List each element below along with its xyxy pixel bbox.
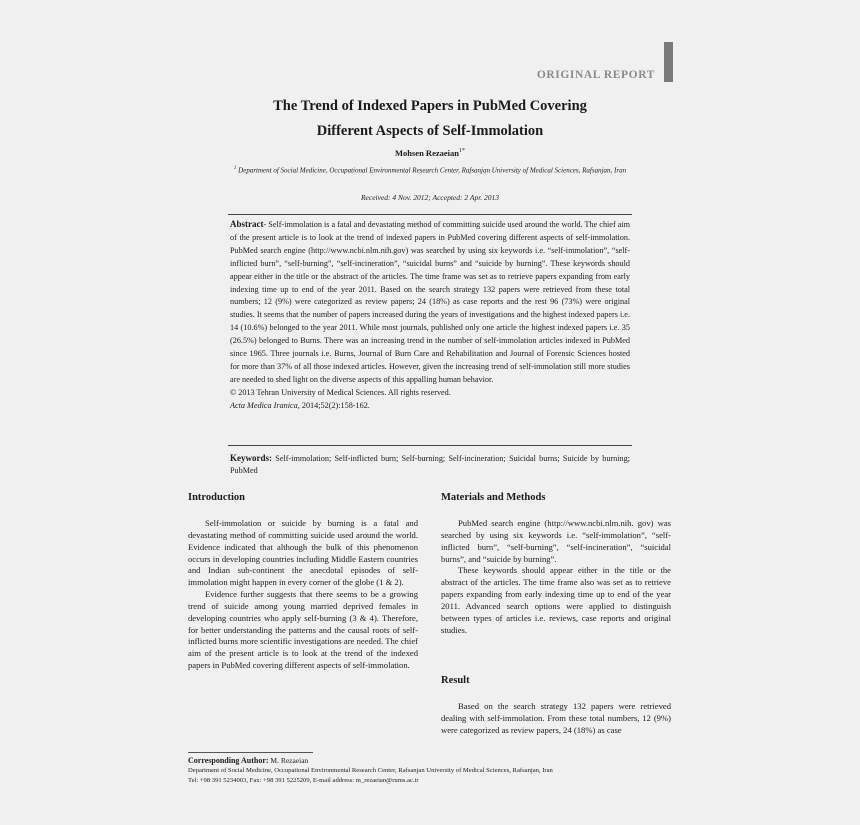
abstract-top-rule xyxy=(228,214,632,215)
methods-heading: Materials and Methods xyxy=(441,492,546,503)
introduction-paragraph-2: Evidence further suggests that there seems to be a growing trend of suicide among young married deprived females in developing countries who apply self-burning (3 & 4). Therefore, for better understanding the patterns and the causal roots of self-inflicted burns more scientific investigations are needed. The chief aim of the present article is to look at the trend of the indexed papers in PubMed covering different aspects of self-immolation. xyxy=(188,589,418,671)
corresponding-author-name: M. Rezaeian xyxy=(268,756,309,765)
result-column xyxy=(441,701,671,737)
result-paragraph-1: Based on the search strategy 132 papers were retrieved dealing with self-immolation. From these total numbers, 12 (9%) were categorized as review papers, 24 (18%) as case xyxy=(441,701,671,735)
methods-paragraph-2: These keywords should appear either in the title or the abstract of the articles. The time frame also was set as to retrieve papers expanding from early indexing time up to end of the year 2011. Advanced search options were applied to distinguish between types of articles i.e. reviews, case reports and original studies. xyxy=(441,565,671,635)
introduction-column xyxy=(188,518,418,672)
citation-journal: Acta Medica Iranica xyxy=(230,400,298,410)
keywords-block xyxy=(230,452,630,477)
corresponding-author-affiliation: Department of Social Medicine, Occupational Environmental Research Center, Rafsanjan University of Medical Sciences, Rafsanjan, Iran xyxy=(188,767,553,775)
introduction-paragraph-1: Self-immolation or suicide by burning is a fatal and devastating method of committing suicide used around the world. Evidence indicated that although the bulk of this phenomenon occurs in developing countries including Middle Eastern countries and Indian sub-continent the anecdotal episodes of self-immolation might happen in every corner of the globe (1 & 2). xyxy=(188,518,418,588)
result-heading: Result xyxy=(441,675,470,686)
corresponding-author-label: Corresponding Author: xyxy=(188,756,269,765)
affiliation-superscript: 1 xyxy=(233,166,237,171)
citation-details: , 2014;52(2):158-162. xyxy=(297,400,370,410)
keywords-text: Self-immolation; Self-inflicted burn; Self-burning; Self-incineration; Suicidal burns; Suicide by burning; PubMed xyxy=(230,454,630,475)
abstract-block xyxy=(230,218,630,413)
citation-line xyxy=(230,400,630,413)
report-tab-bar xyxy=(664,42,673,82)
paper-title-line-2: Different Aspects of Self-Immolation xyxy=(316,123,544,139)
footnote-rule xyxy=(188,752,313,753)
methods-paragraph-1: PubMed search engine (http://www.ncbi.nlm.nih. gov) was searched by using six keywords i.e. “self-immolation”, “self-inflicted burn”, “self-burning”, “self-incineration”, “suicidal burns”, and “suicide by burning”. xyxy=(441,518,671,564)
abstract-bottom-rule xyxy=(228,445,632,446)
affiliation-text: Department of Social Medicine, Occupational Environmental Research Center, Rafsanjan University of Medical Sciences, Rafsanjan, Iran xyxy=(238,166,627,175)
corresponding-author-contact: Tel: +98 391 5234003, Fax: +98 391 5225209, E-mail address: m_rezaeian@rums.ac.ir xyxy=(188,776,419,784)
keywords-label: Keywords: xyxy=(230,453,272,463)
affiliation-line xyxy=(0,166,860,174)
paper-title-line-1: The Trend of Indexed Papers in PubMed Covering xyxy=(273,98,587,114)
report-type-label: ORIGINAL REPORT xyxy=(536,69,655,81)
author-name: Mohsen Rezaeian xyxy=(395,148,459,158)
abstract-text: - Self-immolation is a fatal and devastating method of committing suicide used around the world. The chief aim of the present article is to look at the trend of indexed papers in PubMed covering different aspects of self-immolation. PubMed search engine (http://www.ncbi.nlm.nih.gov) was searched by using six keywords i.e. “self-immolation”, “self-inflicted burn”, “self-burning”, “self-incineration”, “suicidal burns” and “suicide by burning”. These keywords should appear either in the title or the abstract of the articles. The time frame was set as to retrieve papers expanding from early indexing time up to end of the year 2011. Based on the search strategy 132 papers were retrieved from these total numbers; 12 (9%) were categorized as review papers; 24 (18%) as case reports and the rest 96 (73%) were original studies. It seems that the number of papers increased during the years of investigations and the highest indexed papers i.e. 14 (10.6%) belonged to the year 2011. While most journals, published only one article the highest indexed papers i.e. 35 (26.5%) belonged to Burns. There was an increasing trend in the number of self-immolation articles indexed in PubMed since 1965. Three journals i.e. Burns, Journal of Burn Care and Rehabilitation and Journal of Forensic Sciences hosted for more than 37% of all those indexed articles. However, given the increasing trend of self-immolation still more studies are needed to shed light on the diverse aspects of this appalling human behavior. xyxy=(230,220,630,384)
author-superscript: 1* xyxy=(458,148,465,155)
corresponding-author-footnote xyxy=(188,756,668,785)
abstract-label: Abstract xyxy=(230,219,264,229)
received-accepted-dates: Received: 4 Nov. 2012; Accepted: 2 Apr. 2013 xyxy=(360,193,500,202)
methods-column xyxy=(441,518,671,636)
copyright-line: © 2013 Tehran University of Medical Sciences. All rights reserved. xyxy=(230,387,451,397)
introduction-heading: Introduction xyxy=(188,492,245,503)
author-line xyxy=(0,148,860,158)
